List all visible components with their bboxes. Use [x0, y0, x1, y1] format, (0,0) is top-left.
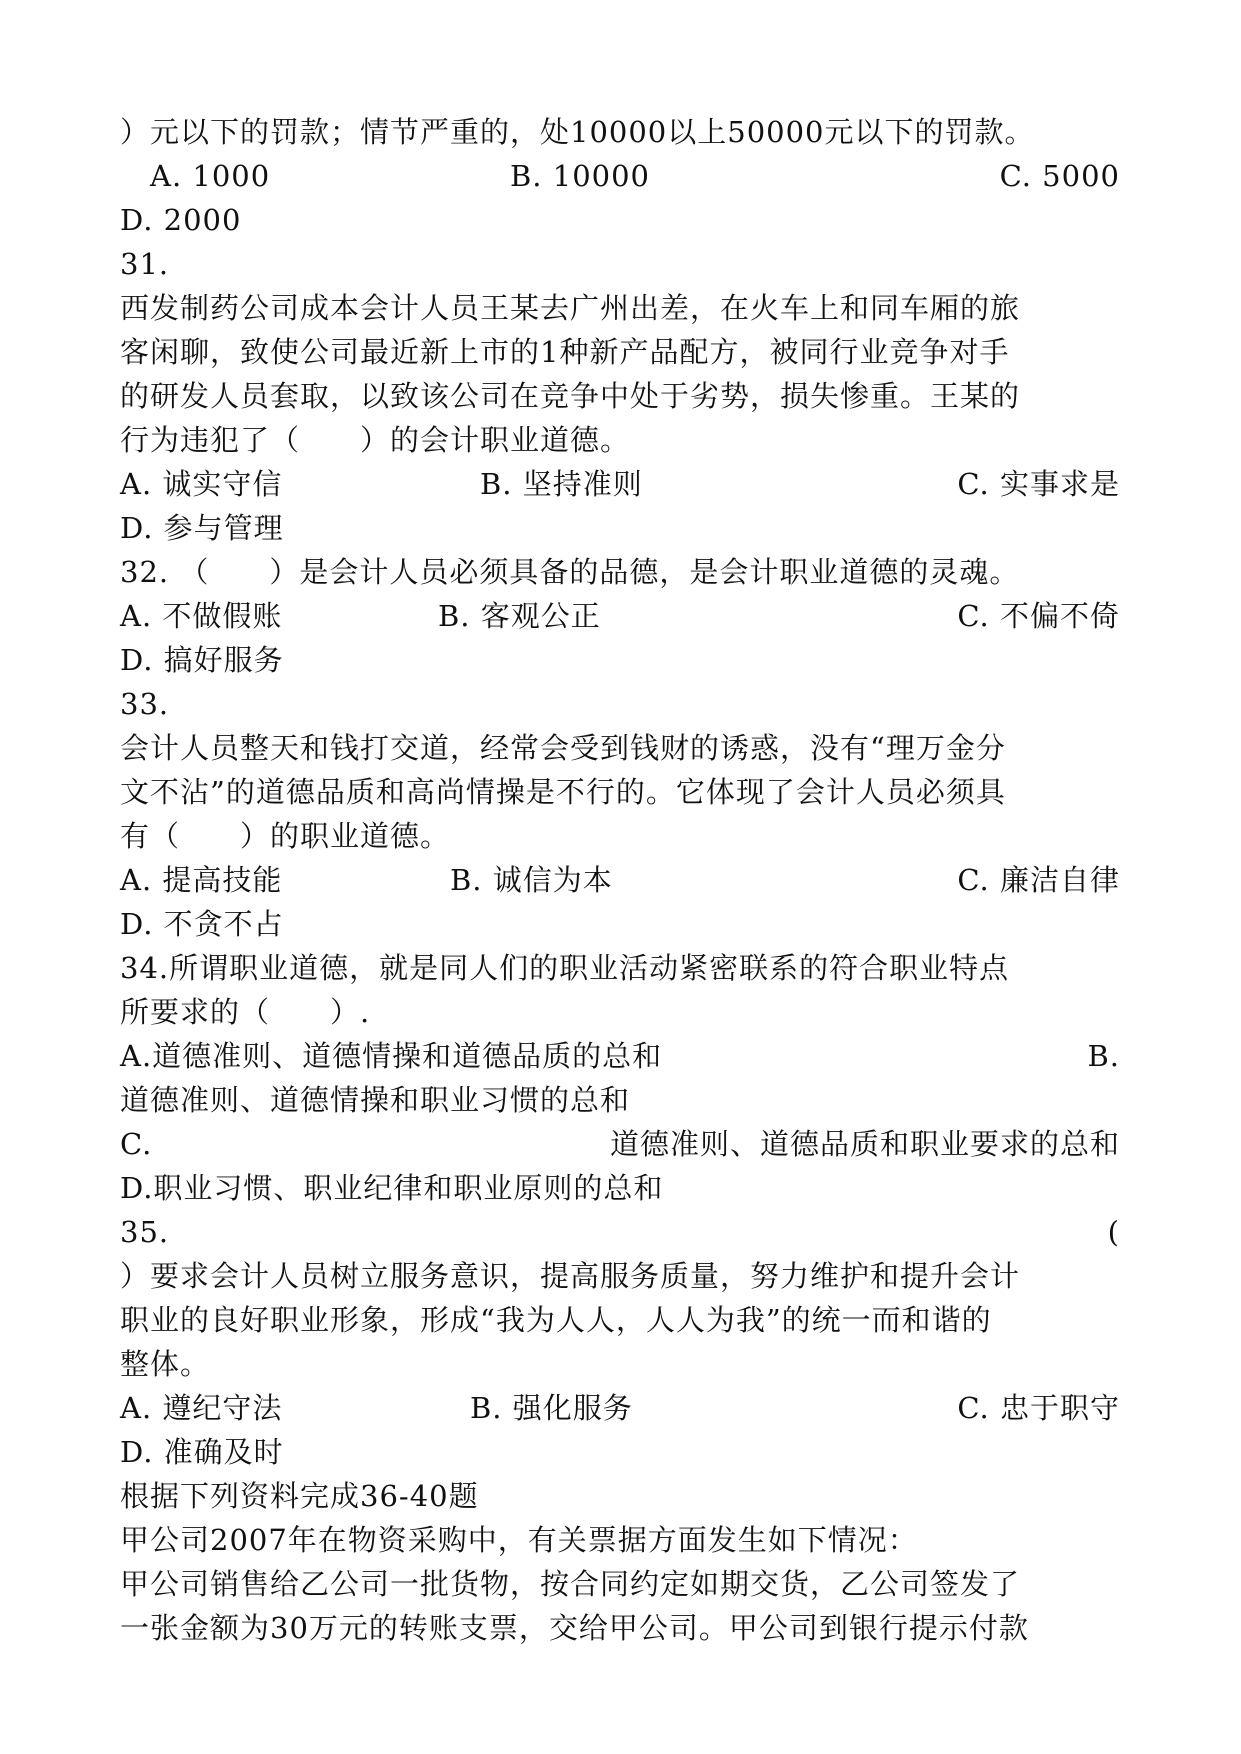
material-text-line: 甲公司2007年在物资采购中，有关票据方面发生如下情况：	[120, 1523, 918, 1557]
question-30-tail: ）元以下的罚款；情节严重的，处10000以上50000元以下的罚款。	[120, 115, 1035, 149]
material-heading: 根据下列资料完成36-40题	[120, 1479, 479, 1513]
question-31-text-line: 西发制药公司成本会计人员王某去广州出差，在火车上和同车厢的旅	[120, 291, 1021, 325]
question-31-text-line: 行为违犯了（ ）的会计职业道德。	[120, 423, 631, 457]
question-35-number-row	[120, 1210, 1120, 1254]
option-b: B. 10000	[510, 159, 651, 193]
question-31-text-line: 客闲聊，致使公司最近新上市的1种新产品配方，被同行业竞争对手	[120, 335, 1010, 369]
option-a: A. 不做假账	[120, 599, 283, 633]
option-c: C. 5000	[999, 159, 1120, 193]
option-c: C. 不偏不倚	[957, 599, 1120, 633]
question-34-option-row-c	[120, 1122, 1120, 1166]
option-d: D. 准确及时	[120, 1435, 284, 1469]
question-35-paren: (	[1107, 1215, 1120, 1249]
option-d: D. 不贪不占	[120, 907, 284, 941]
option-c-label: C.	[120, 1127, 153, 1161]
option-b: B. 客观公正	[438, 599, 601, 633]
option-a: A.道德准则、道德情操和道德品质的总和	[120, 1039, 663, 1073]
question-33-text-line: 会计人员整天和钱打交道，经常会受到钱财的诱惑，没有“理万金分	[120, 731, 1006, 765]
question-32-options	[120, 594, 1120, 638]
question-33-options	[120, 858, 1120, 902]
option-a: A. 诚实守信	[120, 467, 283, 501]
option-c: C. 忠于职守	[957, 1391, 1120, 1425]
option-a: A. 提高技能	[120, 863, 283, 897]
question-34-option-row-a	[120, 1034, 1120, 1078]
question-30-options	[120, 154, 1120, 198]
option-b: B. 坚持准则	[480, 467, 643, 501]
question-35-text-line: 整体。	[120, 1347, 211, 1381]
material-text-line: 甲公司销售给乙公司一批货物，按合同约定如期交货，乙公司签发了	[120, 1567, 1021, 1601]
option-b: B. 诚信为本	[450, 863, 613, 897]
question-35-text-line: ）要求会计人员树立服务意识，提高服务质量，努力维护和提升会计	[120, 1259, 1021, 1293]
option-c-text: 道德准则、道德品质和职业要求的总和	[609, 1127, 1120, 1161]
option-a: A. 1000	[150, 159, 271, 193]
option-c: C. 实事求是	[957, 467, 1120, 501]
question-32-text: 32. （ ）是会计人员必须具备的品德，是会计职业道德的灵魂。	[120, 555, 1020, 589]
document-page	[120, 110, 1120, 1650]
material-text-line: 一张金额为30万元的转账支票，交给甲公司。甲公司到银行提示付款	[120, 1611, 1029, 1645]
question-31-options	[120, 462, 1120, 506]
question-33-number: 33.	[120, 687, 170, 721]
option-d: D. 搞好服务	[120, 643, 284, 677]
question-34-text-line: 34.所谓职业道德，就是同人们的职业活动紧密联系的符合职业特点	[120, 951, 1010, 985]
question-33-text-line: 文不沾”的道德品质和高尚情操是不行的。它体现了会计人员必须具	[120, 775, 1006, 809]
option-c: C. 廉洁自律	[957, 863, 1120, 897]
question-35-number: 35.	[120, 1215, 170, 1249]
question-31-text-line: 的研发人员套取，以致该公司在竞争中处于劣势，损失惨重。王某的	[120, 379, 1021, 413]
question-35-options	[120, 1386, 1120, 1430]
question-35-text-line: 职业的良好职业形象，形成“我为人人，人人为我”的统一而和谐的	[120, 1303, 992, 1337]
option-d: D. 2000	[120, 203, 242, 237]
question-31-number: 31.	[120, 247, 170, 281]
option-a: A. 遵纪守法	[120, 1391, 283, 1425]
option-b-text: 道德准则、道德情操和职业习惯的总和	[120, 1083, 631, 1117]
option-b-label: B.	[1087, 1039, 1120, 1073]
option-b: B. 强化服务	[470, 1391, 633, 1425]
question-33-text-line: 有（ ）的职业道德。	[120, 819, 451, 853]
question-34-text-line: 所要求的（ ）.	[120, 995, 371, 1029]
option-d: D. 参与管理	[120, 511, 284, 545]
option-d: D.职业习惯、职业纪律和职业原则的总和	[120, 1171, 664, 1205]
